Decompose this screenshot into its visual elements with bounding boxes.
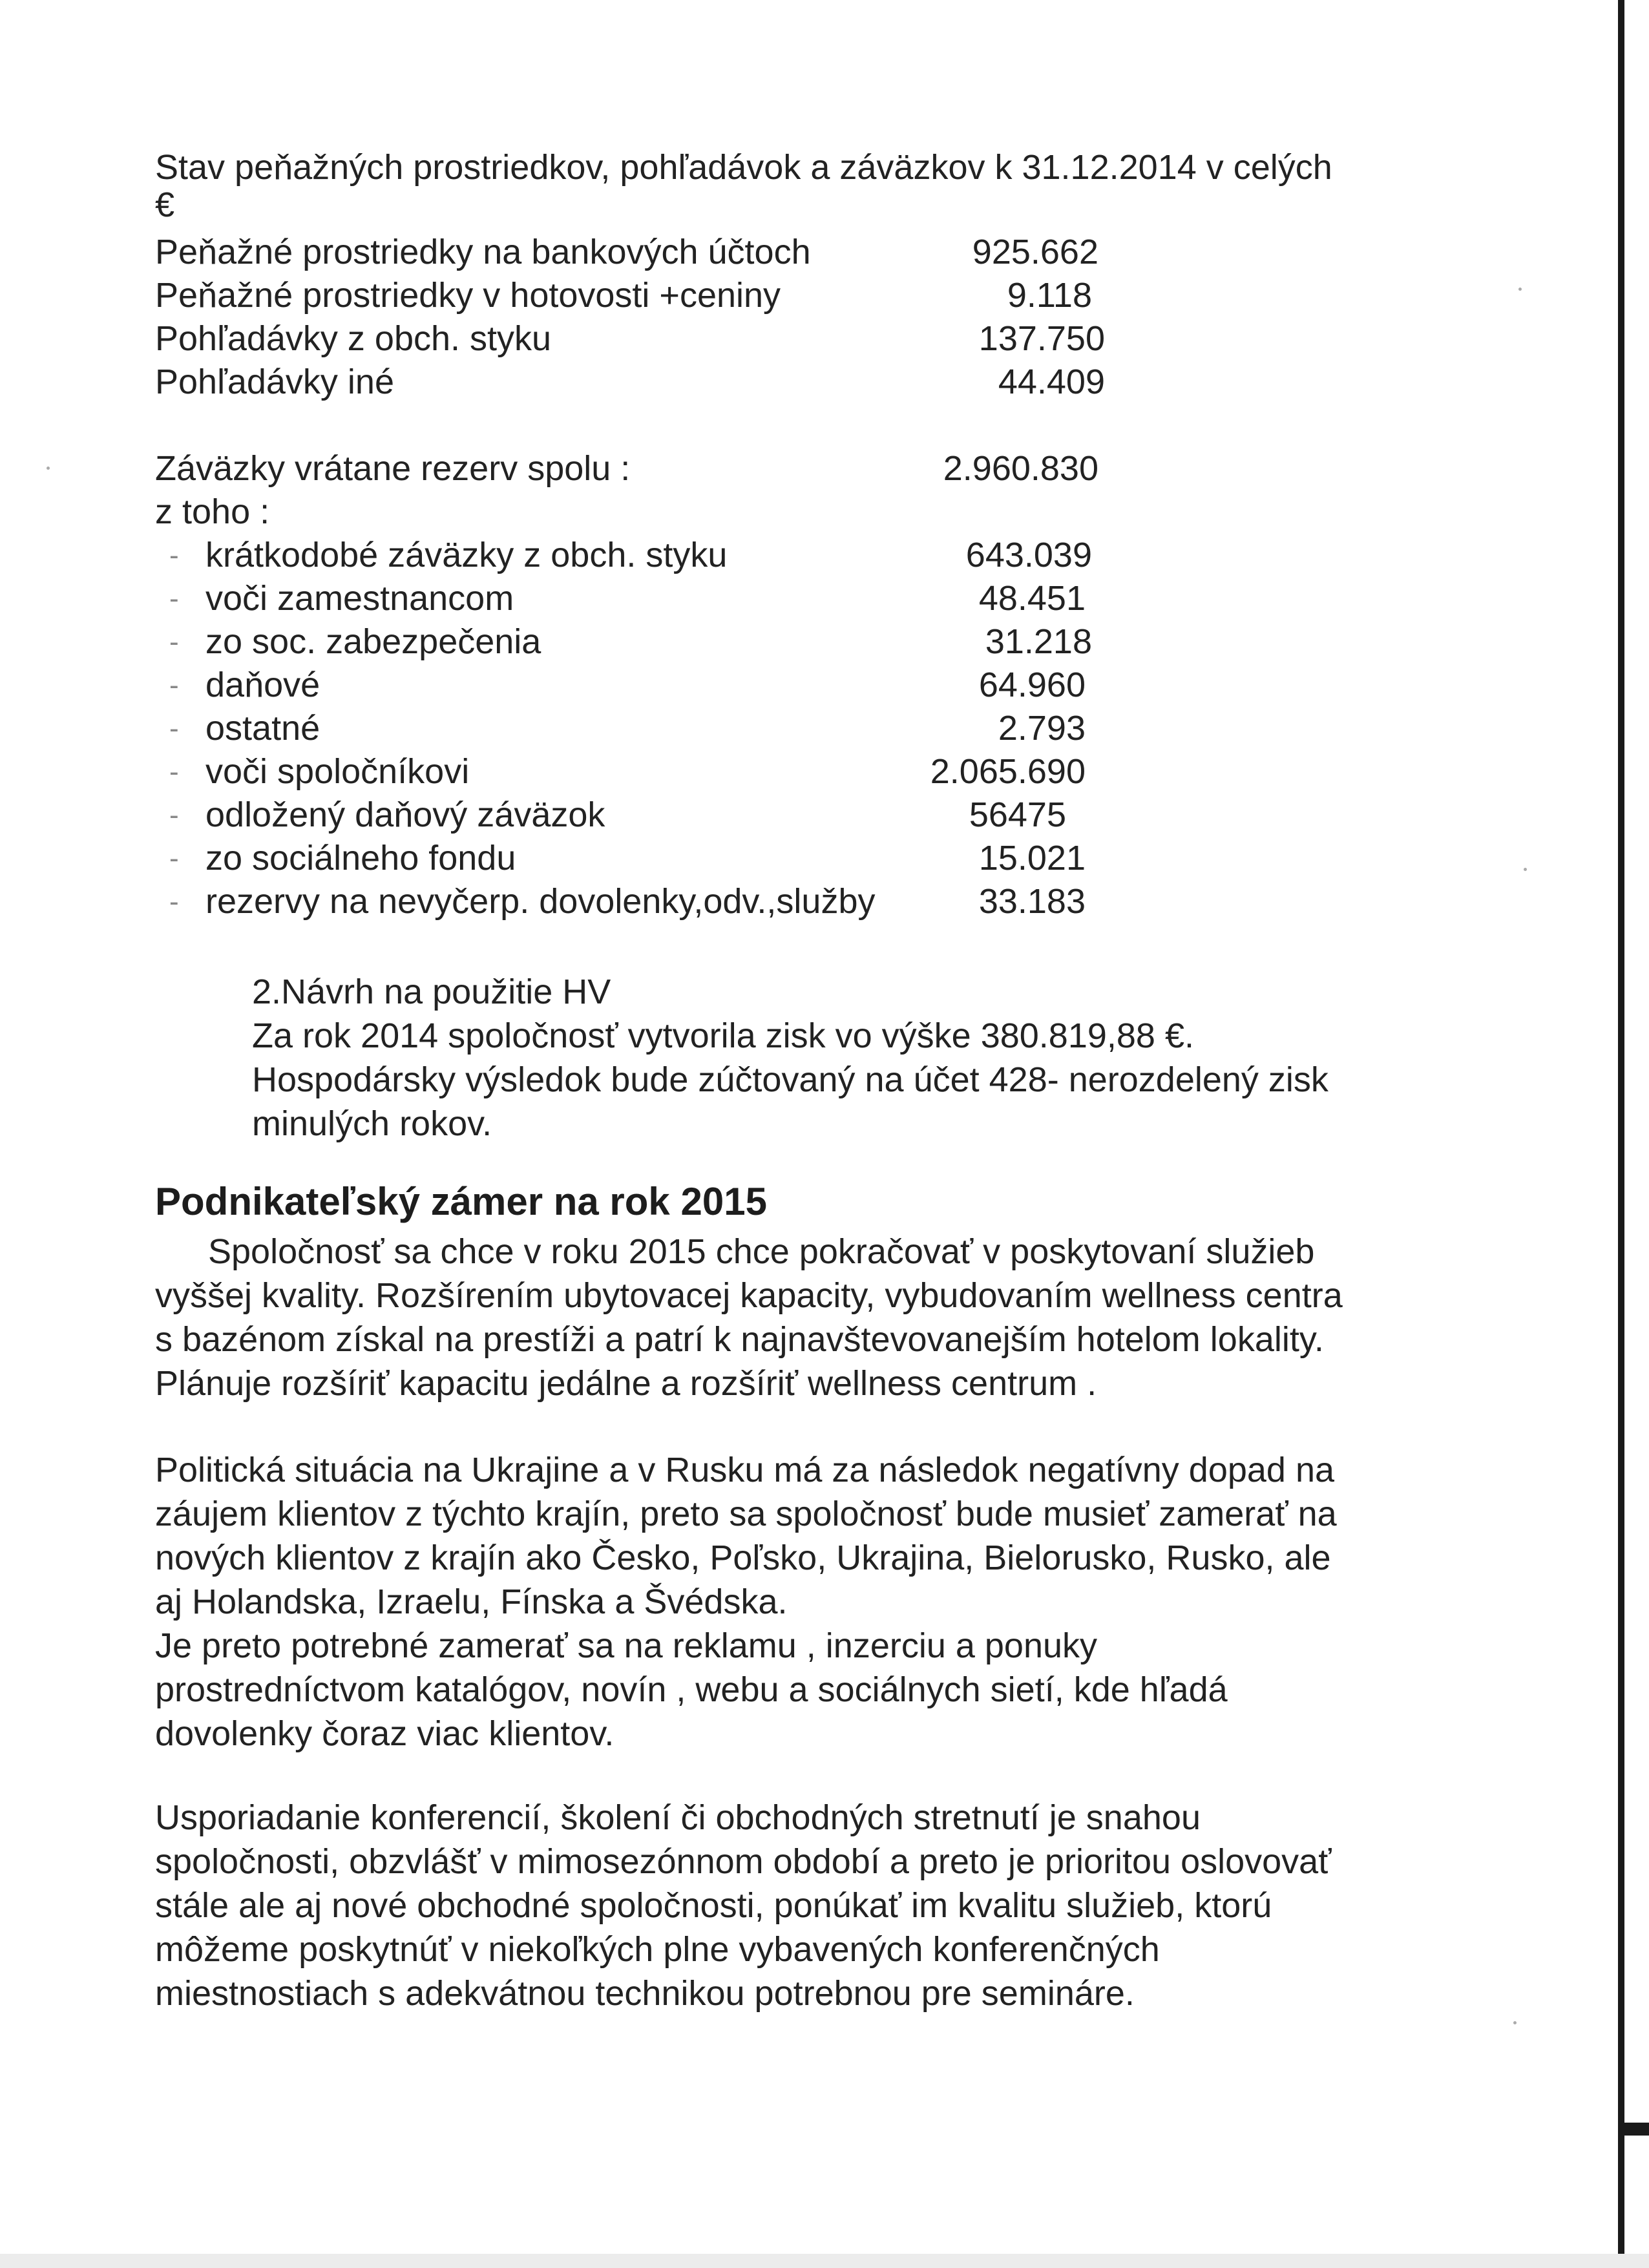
plan-para2-line: aj Holandska, Izraelu, Fínska a Švédska. [155, 1582, 788, 1621]
liability-label: ostatné [205, 709, 320, 748]
liabilities-total-label: Záväzky vrátane rezerv spolu : [155, 449, 631, 488]
plan-heading: Podnikateľský zámer na rok 2015 [155, 1180, 767, 1223]
plan-para2-line: prostredníctvom katalógov, novín , webu a sociálnych sietí, kde hľadá [155, 1670, 1228, 1709]
list-dash: - [169, 669, 179, 701]
plan-para1-line: s bazénom získal na prestíži a patrí k najnavštevovanejším hotelom lokality. [155, 1320, 1324, 1359]
asset-label: Peňažné prostriedky v hotovosti +ceniny [155, 276, 781, 315]
list-dash: - [169, 540, 179, 571]
list-dash: - [169, 843, 179, 874]
asset-value: 925.662 [972, 233, 1098, 271]
liability-value: 643.039 [965, 536, 1092, 574]
plan-para3-line: spoločnosti, obzvlášť v mimosezónnom období a preto je prioritou oslovovať [155, 1842, 1332, 1881]
plan-para3-line: miestnostiach s adekvátnou technikou potrebnou pre semináre. [155, 1974, 1135, 2013]
plan-para2-line: nových klientov z krajín ako Česko, Poľsko, Ukrajina, Bielorusko, Rusko, ale [155, 1538, 1331, 1577]
scan-speck [1518, 288, 1522, 291]
proposal-line: Za rok 2014 spoločnosť vytvorila zisk vo výške 380.819,88 €. [252, 1016, 1194, 1055]
list-dash: - [169, 756, 179, 788]
list-dash: - [169, 799, 179, 831]
scan-bottom-shade [0, 2254, 1649, 2268]
liabilities-total-value: 2.960.830 [943, 449, 1098, 488]
asset-value: 137.750 [978, 319, 1105, 358]
scan-edge-mark [1623, 2123, 1649, 2136]
liabilities-subheading: z toho : [155, 492, 270, 531]
liability-label: voči zamestnancom [205, 579, 514, 618]
asset-label: Peňažné prostriedky na bankových účtoch [155, 233, 811, 271]
list-dash: - [169, 583, 179, 614]
plan-para3-line: Usporiadanie konferencií, školení či obchodných stretnutí je snahou [155, 1798, 1201, 1837]
plan-para2-line: dovolenky čoraz viac klientov. [155, 1714, 614, 1753]
liability-value: 2.065.690 [930, 752, 1086, 791]
proposal-line: Hospodársky výsledok bude zúčtovaný na účet 428- nerozdelený zisk [252, 1060, 1329, 1099]
plan-para1-line: Spoločnosť sa chce v roku 2015 chce pokračovať v poskytovaní služieb [208, 1232, 1315, 1271]
liability-label: odložený daňový záväzok [205, 795, 605, 834]
asset-value: 44.409 [998, 362, 1105, 401]
scan-speck [47, 467, 50, 470]
liability-value: 2.793 [998, 709, 1086, 748]
proposal-line: minulých rokov. [252, 1104, 492, 1143]
liability-label: krátkodobé záväzky z obch. styku [205, 536, 728, 574]
scan-speck [1524, 868, 1527, 871]
list-dash: - [169, 886, 179, 918]
liability-label: zo sociálneho fondu [205, 839, 516, 877]
asset-value: 9.118 [1007, 276, 1092, 315]
liability-value: 31.218 [985, 622, 1092, 661]
list-dash: - [169, 626, 179, 658]
scan-edge-line [1618, 0, 1624, 2268]
plan-para2-line: Je preto potrebné zamerať sa na reklamu , inzerciu a ponuky [155, 1626, 1098, 1665]
list-dash: - [169, 713, 179, 744]
liability-value: 15.021 [978, 839, 1086, 877]
asset-label: Pohľadávky z obch. styku [155, 319, 552, 358]
plan-para2-line: záujem klientov z týchto krajín, preto sa spoločnosť bude musieť zamerať na [155, 1495, 1337, 1533]
plan-para3-line: môžeme poskytnúť v niekoľkých plne vybavených konferenčných [155, 1930, 1160, 1969]
header-line-2: € [155, 185, 175, 224]
liability-label: rezervy na nevyčerp. dovolenky,odv.,služby [205, 882, 876, 921]
asset-label: Pohľadávky iné [155, 362, 394, 401]
liability-value: 64.960 [978, 666, 1086, 704]
proposal-heading: 2.Návrh na použitie HV [252, 972, 611, 1011]
liability-value: 56475 [969, 795, 1066, 834]
liability-value: 33.183 [978, 882, 1086, 921]
liability-label: voči spoločníkovi [205, 752, 470, 791]
header-line-1: Stav peňažných prostriedkov, pohľadávok a záväzkov k 31.12.2014 v celých [155, 148, 1332, 187]
liability-label: daňové [205, 666, 320, 704]
scan-speck [1513, 2021, 1517, 2024]
plan-para1-line: vyššej kvality. Rozšírením ubytovacej kapacity, vybudovaním wellness centra [155, 1276, 1343, 1315]
plan-para2-line: Politická situácia na Ukrajine a v Rusku má za následok negatívny dopad na [155, 1451, 1335, 1489]
plan-para1-line: Plánuje rozšíriť kapacitu jedálne a rozšíriť wellness centrum . [155, 1364, 1097, 1403]
plan-para3-line: stále ale aj nové obchodné spoločnosti, ponúkať im kvalitu služieb, ktorú [155, 1886, 1272, 1925]
liability-label: zo soc. zabezpečenia [205, 622, 541, 661]
liability-value: 48.451 [978, 579, 1086, 618]
